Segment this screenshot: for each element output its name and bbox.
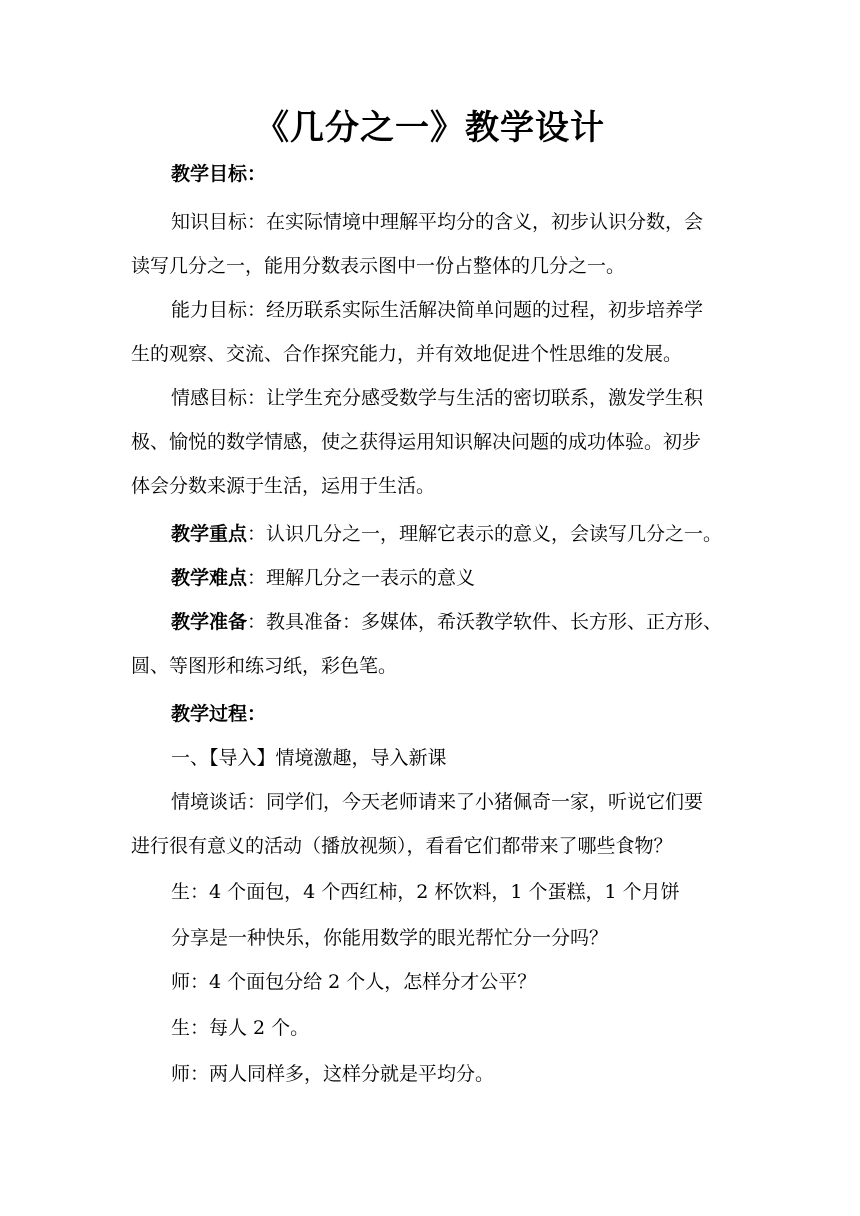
knowledge-objective-line-2: 读写几分之一，能用分数表示图中一份占整体的几分之一。	[131, 255, 626, 277]
student-answer-1: 生：4 个面包，4 个西红柿，2 杯饮料，1 个蛋糕，1 个月饼	[171, 881, 680, 903]
preparation-line-1	[131, 610, 771, 634]
preparation-label: 教学准备	[171, 611, 248, 633]
teacher-question-1: 师：4 个面包分给 2 个人，怎样分才公平？	[171, 971, 537, 993]
difficulty-point	[131, 566, 771, 590]
preparation-text: ：教具准备：多媒体，希沃教学软件、长方形、正方形、	[247, 611, 723, 633]
share-line: 分享是一种快乐，你能用数学的眼光帮忙分一分吗？	[171, 927, 609, 949]
dialog-line-2: 进行很有意义的活动（播放视频），看看它们都带来了哪些食物？	[131, 835, 673, 857]
document-title: 《几分之一》教学设计	[255, 108, 605, 148]
section-heading-1: 一、【导入】情境激趣，导入新课	[171, 747, 447, 769]
ability-objective-line-2: 生的观察、交流、合作探究能力，并有效地促进个性思维的发展。	[131, 343, 683, 365]
key-point-text: ：认识几分之一，理解它表示的意义，会读写几分之一。	[247, 523, 723, 545]
difficulty-label: 教学难点	[171, 567, 248, 589]
teacher-statement-2: 师：两人同样多，这样分就是平均分。	[171, 1063, 495, 1085]
key-point	[131, 522, 771, 546]
key-point-label: 教学重点	[171, 523, 248, 545]
objectives-heading: 教学目标：	[171, 163, 267, 185]
ability-objective-line-1: 能力目标：经历联系实际生活解决简单问题的过程，初步培养学	[171, 299, 704, 321]
knowledge-objective-line-1: 知识目标：在实际情境中理解平均分的含义，初步认识分数，会	[171, 211, 704, 233]
emotion-objective-line-3: 体会分数来源于生活，运用于生活。	[131, 475, 436, 497]
process-heading: 教学过程：	[171, 703, 267, 725]
dialog-line-1: 情境谈话：同学们，今天老师请来了小猪佩奇一家，听说它们要	[171, 791, 704, 813]
emotion-objective-line-1: 情感目标：让学生充分感受数学与生活的密切联系，激发学生积	[171, 387, 704, 409]
student-answer-2: 生：每人 2 个。	[171, 1017, 310, 1039]
preparation-line-2: 圆、等图形和练习纸，彩色笔。	[131, 655, 398, 677]
difficulty-text: ：理解几分之一表示的意义	[247, 567, 476, 589]
emotion-objective-line-2: 极、愉悦的数学情感，使之获得运用知识解决问题的成功体验。初步	[131, 431, 702, 453]
